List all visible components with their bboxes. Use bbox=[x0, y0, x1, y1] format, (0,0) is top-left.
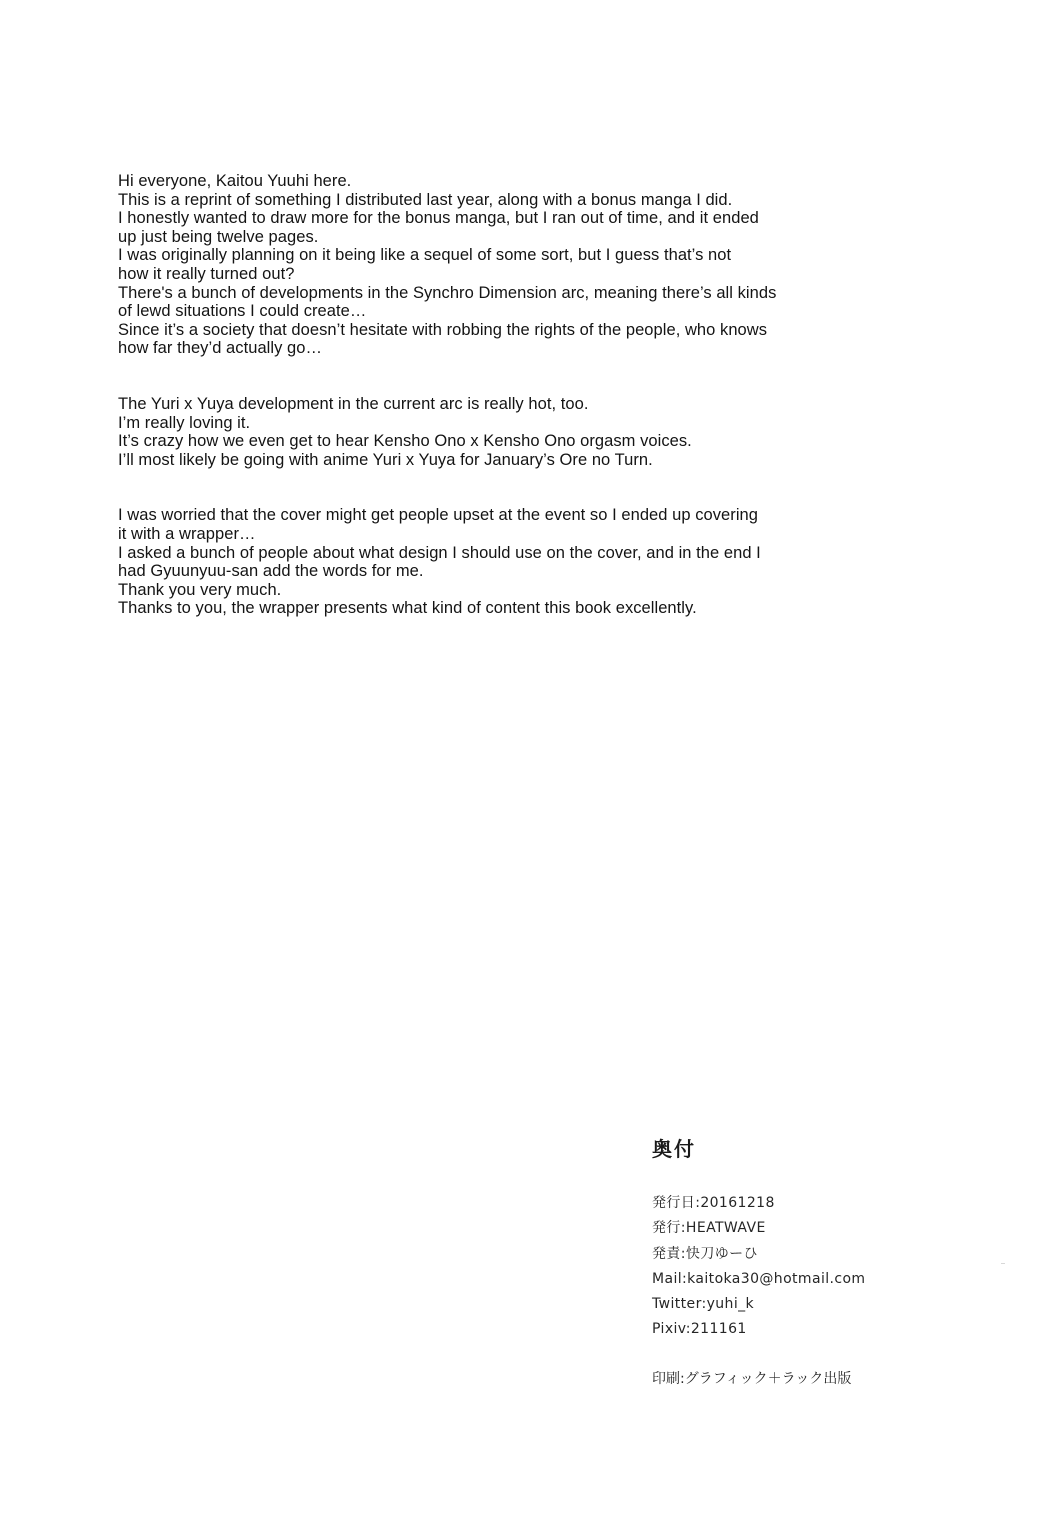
colophon-details bbox=[652, 1191, 865, 1343]
afterword-paragraph-2 bbox=[118, 395, 878, 469]
text-line: up just being twelve pages. bbox=[118, 227, 319, 246]
publisher: 発行:HEATWAVE bbox=[652, 1220, 766, 1237]
text-line: of lewd situations I could create… bbox=[118, 302, 367, 321]
text-line: I’ll most likely be going with anime Yuri x Yuya for January’s Ore no Turn. bbox=[118, 450, 653, 469]
text-line: This is a reprint of something I distributed last year, along with a bonus manga I did. bbox=[118, 190, 733, 209]
text-line: Thank you very much. bbox=[118, 580, 282, 599]
publication-date: 発行日:20161218 bbox=[652, 1195, 775, 1211]
text-line: how far they’d actually go… bbox=[118, 339, 323, 358]
text-line: There's a bunch of developments in the Synchro Dimension arc, meaning there’s all kinds bbox=[118, 283, 777, 302]
text-line: Since it’s a society that doesn’t hesitate with robbing the rights of the people, who knows bbox=[118, 320, 768, 339]
printer: 印刷:グラフィック＋ラック出版 bbox=[652, 1371, 852, 1387]
colophon-title: 奥付 bbox=[652, 1137, 696, 1161]
text-line: Hi everyone, Kaitou Yuuhi here. bbox=[118, 172, 352, 190]
paragraph-spacer bbox=[118, 358, 878, 395]
text-line: I honestly wanted to draw more for the bonus manga, but I ran out of time, and it ended bbox=[118, 209, 759, 228]
text-line: how it really turned out? bbox=[118, 264, 295, 283]
afterword-text bbox=[118, 172, 878, 618]
scan-speck bbox=[1001, 1263, 1005, 1264]
pixiv-id: Pixiv:211161 bbox=[652, 1321, 747, 1338]
text-line: I’m really loving it. bbox=[118, 413, 251, 432]
text-line: I was originally planning on it being like a sequel of some sort, but I guess that’s not bbox=[118, 246, 732, 265]
text-line: The Yuri x Yuya development in the current arc is really hot, too. bbox=[118, 394, 589, 413]
author: 発責:快刀ゆーひ bbox=[652, 1245, 758, 1262]
text-line: it with a wrapper… bbox=[118, 524, 256, 543]
paragraph-spacer bbox=[118, 469, 878, 506]
colophon bbox=[652, 1136, 982, 1387]
twitter-handle: Twitter:yuhi_k bbox=[652, 1296, 755, 1313]
text-line: I asked a bunch of people about what design I should use on the cover, and in the end I bbox=[118, 543, 761, 562]
afterword-paragraph-1 bbox=[118, 172, 878, 358]
text-line: Thanks to you, the wrapper presents what kind of content this book excellently. bbox=[118, 599, 697, 618]
text-line: I was worried that the cover might get people upset at the event so I ended up covering bbox=[118, 506, 758, 525]
afterword-paragraph-3 bbox=[118, 506, 878, 618]
text-line: had Gyuunyuu-san add the words for me. bbox=[118, 562, 424, 581]
text-line: It’s crazy how we even get to hear Kensho Ono x Kensho Ono orgasm voices. bbox=[118, 432, 692, 451]
contact-mail: Mail:kaitoka30@hotmail.com bbox=[652, 1270, 866, 1287]
